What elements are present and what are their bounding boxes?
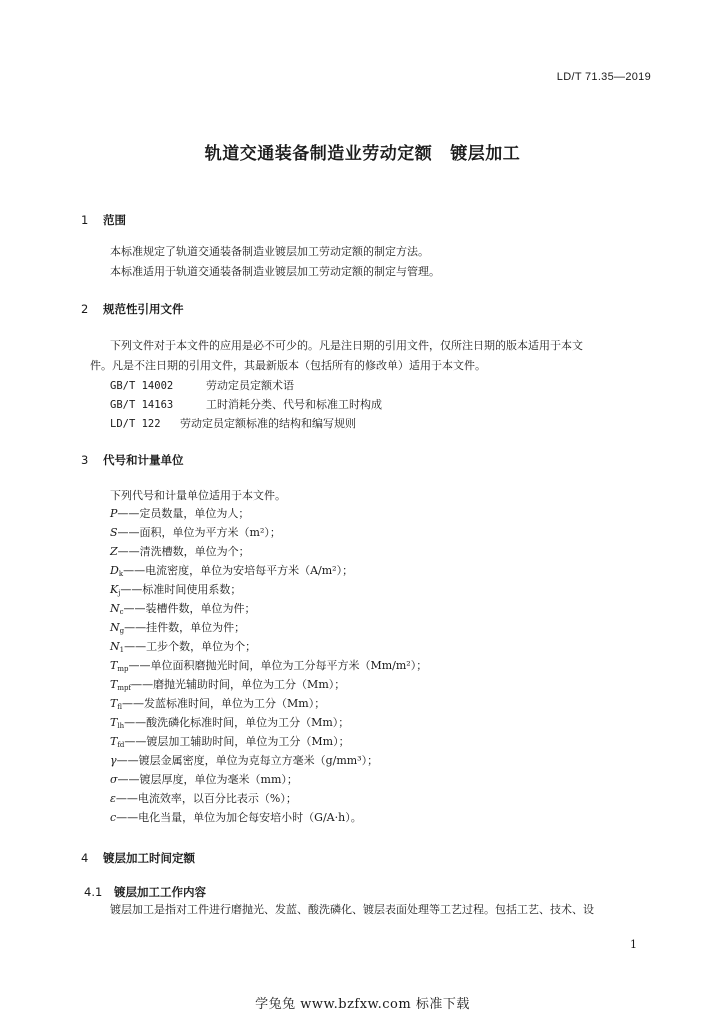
section-title: 规范性引用文件 — [103, 302, 184, 316]
page-number: 1 — [630, 938, 637, 951]
symbol-description: ——镀层加工辅助时间，单位为工分（Mm）； — [124, 735, 350, 748]
symbol: T — [110, 697, 118, 710]
symbol-description: ——电流密度，单位为安培每平方米（A/m²）； — [123, 564, 354, 577]
symbol-description: ——电化当量，单位为加仑每安培小时（G/A·h）。 — [116, 811, 362, 824]
section-1-paragraph-2: 本标准适用于轨道交通装备制造业镀层加工劳动定额的制定与管理。 — [110, 265, 440, 278]
symbol-description: ——镀层金属密度，单位为克每立方毫米（g/mm³）； — [116, 754, 379, 767]
reference-code: LD/T 122 — [110, 418, 161, 430]
symbol-definition — [110, 507, 249, 521]
symbol-description: ——面积，单位为平方米（m²）； — [117, 526, 281, 539]
symbol: σ — [110, 773, 118, 786]
symbol: N — [110, 640, 120, 653]
section-title: 范围 — [103, 213, 126, 227]
symbol-definition — [110, 621, 245, 638]
symbol-description: ——电流效率，以百分比表示（%）； — [115, 792, 297, 805]
symbol-description: ——标准时间使用系数； — [120, 583, 242, 596]
section-number: 3 — [81, 453, 89, 467]
subsection-4-1-heading — [84, 884, 206, 900]
symbol-definition — [110, 792, 297, 806]
reference-code: GB/T 14002 — [110, 380, 174, 392]
reference-item — [110, 398, 382, 412]
subsection-4-1-paragraph: 镀层加工是指对工件进行磨抛光、发蓝、酸洗磷化、镀层表面处理等工艺过程。包括工艺、技术、设 — [110, 903, 594, 916]
document-title — [0, 139, 725, 164]
symbol-subscript: fd — [117, 741, 125, 749]
symbol-description: ——单位面积磨抛光时间，单位为工分每平方米（Mm/m²）； — [128, 659, 428, 672]
section-2-paragraph-line-1: 下列文件对于本文件的应用是必不可少的。凡是注日期的引用文件，仅所注日期的版本适用于本文 — [110, 339, 583, 352]
symbol-description: ——镀层厚度，单位为毫米（mm）； — [117, 773, 298, 786]
symbol-definition — [110, 678, 345, 695]
section-1-heading — [81, 212, 126, 228]
symbol: T — [110, 678, 118, 691]
symbol-subscript: g — [119, 627, 125, 635]
section-number: 4 — [81, 851, 89, 865]
title-part-1: 轨道交通装备制造业劳动定额 — [204, 144, 433, 164]
symbol-description: ——酸洗磷化标准时间，单位为工分（Mm）； — [124, 716, 350, 729]
symbol-subscript: fl — [117, 703, 123, 711]
section-2-paragraph-line-2: 件。凡是不注日期的引用文件，其最新版本（包括所有的修改单）适用于本文件。 — [90, 359, 486, 372]
section-title: 镀层加工时间定额 — [103, 851, 195, 865]
symbol: S — [110, 526, 118, 539]
footer-watermark: 学兔兔 www.bzfxw.com 标准下载 — [255, 997, 470, 1012]
symbol-definition — [110, 545, 250, 559]
symbol-definition — [110, 754, 378, 768]
symbol: D — [110, 564, 119, 577]
reference-item — [110, 417, 356, 431]
symbol-description: ——清洗槽数，单位为个； — [117, 545, 250, 558]
symbol: c — [110, 811, 117, 824]
section-3-heading — [81, 452, 184, 468]
symbol-subscript: 1 — [119, 646, 125, 654]
reference-name: 劳动定员定额术语 — [206, 379, 294, 392]
symbol-description: ——挂件数，单位为件； — [124, 621, 246, 634]
symbol-subscript: k — [118, 570, 124, 578]
symbol-definition — [110, 602, 256, 619]
symbol-definition — [110, 659, 427, 676]
symbol-definition — [110, 811, 362, 825]
reference-item — [110, 379, 294, 393]
symbol: K — [110, 583, 119, 596]
section-title: 代号和计量单位 — [103, 453, 184, 467]
symbol-description: ——装槽件数，单位为件； — [123, 602, 256, 615]
reference-name: 工时消耗分类、代号和标准工时构成 — [206, 398, 382, 411]
section-number: 4.1 — [84, 885, 103, 899]
symbol-definition — [110, 526, 281, 540]
symbol-subscript: j — [118, 589, 121, 597]
section-number: 2 — [81, 302, 89, 316]
section-4-heading — [81, 850, 195, 866]
symbol-subscript: mp — [117, 665, 129, 673]
symbol: T — [110, 716, 118, 729]
symbol-subscript: mpf — [117, 684, 132, 692]
symbol-definition — [110, 773, 298, 787]
symbol: Z — [110, 545, 118, 558]
symbol-definition — [110, 716, 349, 733]
symbol-definition — [110, 735, 350, 752]
symbol-description: ——定员数量，单位为人； — [117, 507, 250, 520]
symbol: P — [110, 507, 118, 520]
symbol-description: ——磨抛光辅助时间，单位为工分（Mm）； — [131, 678, 346, 691]
symbol-description: ——工步个数，单位为个； — [124, 640, 257, 653]
symbol: T — [110, 735, 118, 748]
reference-name: 劳动定员定额标准的结构和编写规则 — [180, 417, 356, 430]
symbol-subscript: c — [119, 608, 124, 616]
standard-code: LD/T 71.35—2019 — [556, 71, 651, 83]
symbol-definition — [110, 564, 353, 581]
section-2-heading — [81, 301, 184, 317]
symbol-definition — [110, 640, 256, 657]
symbol-subscript: lh — [117, 722, 125, 730]
section-number: 1 — [81, 213, 89, 227]
section-title: 镀层加工工作内容 — [114, 885, 206, 899]
symbol: T — [110, 659, 118, 672]
title-part-2: 镀层加工 — [450, 144, 521, 164]
section-3-intro: 下列代号和计量单位适用于本文件。 — [110, 489, 286, 502]
symbol: γ — [110, 754, 117, 767]
symbol-definition — [110, 583, 241, 600]
section-1-paragraph-1: 本标准规定了轨道交通装备制造业镀层加工劳动定额的制定方法。 — [110, 245, 429, 258]
reference-code: GB/T 14163 — [110, 399, 174, 411]
symbol: ε — [110, 792, 116, 805]
symbol-description: ——发蓝标准时间，单位为工分（Mm）； — [122, 697, 326, 710]
symbol-definition — [110, 697, 325, 714]
symbol: N — [110, 602, 120, 615]
symbol: N — [110, 621, 120, 634]
